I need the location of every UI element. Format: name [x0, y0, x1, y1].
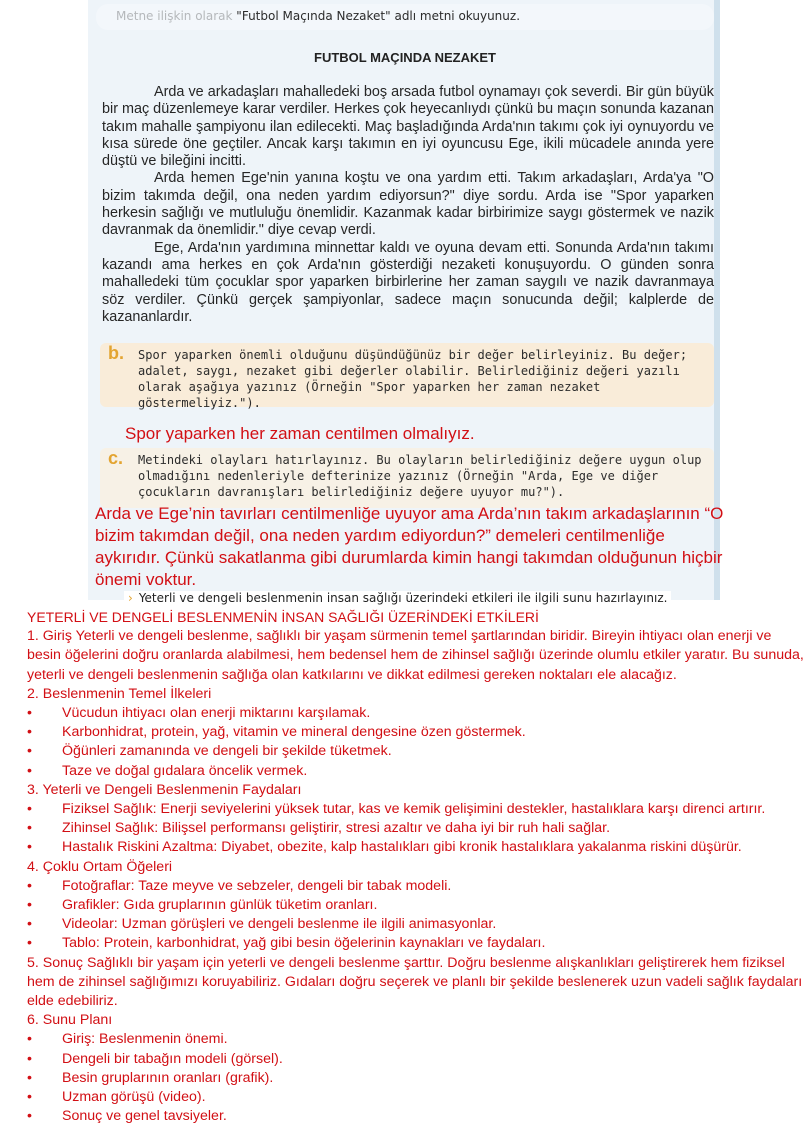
story-title: FUTBOL MAÇINDA NEZAKET [314, 50, 496, 65]
story-paragraph: Ege, Arda'nın yardımına minnettar kaldı ve oyuna devam etti. Sonunda Arda'nın takımı kazandı ama herkes en çok Arda'nın gösterdiği nezaketi konuşuyordu. O günden sonra mahalledeki tüm çocuklar spor yaparken birbirlerine her zaman saygılı ve nazik davranmaya söz verdiler. Çünkü gerçek şampiyonlar, sadece maçın sonucunda değil; kalplerde de kazananlardır. [102, 239, 714, 325]
list-item: • Taze ve doğal gıdalara öncelik vermek. [27, 762, 807, 781]
list-item: • Videolar: Uzman görüşleri ve dengeli beslenme ile ilgili animasyonlar. [27, 915, 807, 934]
story-text [102, 84, 714, 326]
benefits-list [27, 800, 807, 858]
list-item: • Dengeli bir tabağın modeli (görsel). [27, 1050, 807, 1069]
list-item: • Tablo: Protein, karbonhidrat, yağ gibi besin öğelerinin kaynakları ve faydaları. [27, 934, 807, 953]
task-d-bullet-icon: › [128, 591, 133, 605]
instruction-bar [96, 4, 714, 30]
section-intro: 1. Giriş Yeterli ve dengeli beslenme, sağlıklı bir yaşam sürmenin temel şartlarından biridir. Bireyin ihtiyacı olan enerji ve besin öğelerini doğru oranlarda alabilmesi, hem bedensel hem de zihinsel sağlığı üzerinde olumlu etkiler yaratır. Bu sunuda, yeterli ve dengeli beslenmenin sağlığa olan katkılarını ve dikkat edilmesi gereken noktaları ele alacağız. [27, 628, 804, 683]
list-item: • Fiziksel Sağlık: Enerji seviyelerini yüksek tutar, kas ve kemik gelişimini destekler, hastalıklara karşı direnci artırır. [27, 800, 807, 819]
answer-c: Arda ve Ege’nin tavırları centilmenliğe uyuyor ama Arda’nın takım arkadaşlarının “O bizim takımdan değil, ona neden yardım ediyordun?” demeleri centilmenliğe aykırıdır. Çünkü sakatlanma gibi durumlarda kimin hangi takımdan olduğunun hiçbir önemi voktur. [95, 504, 724, 589]
list-item: • Grafikler: Gıda gruplarının günlük tüketim oranları. [27, 896, 807, 915]
list-item: • Karbonhidrat, protein, yağ, vitamin ve mineral dengesine özen göstermek. [27, 723, 807, 742]
instruction-faded-text: Metne ilişkin olarak [116, 9, 233, 23]
list-item: • Öğünleri zamanında ve dengeli bir şekilde tüketmek. [27, 742, 807, 761]
list-item: • Zihinsel Sağlık: Bilişsel performansı geliştirir, stresi azaltır ve daha iyi bir ruh hali sağlar. [27, 819, 807, 838]
section-conclusion: 5. Sonuç Sağlıklı bir yaşam için yeterli ve dengeli beslenme şarttır. Doğru beslenme alışkanlıkları geliştirerek hem fiziksel hem de zihinsel sağlığımızı koruyabiliriz. Gıdaları doğru seçerek ve planlı bir şekilde beslenerek uzun vadeli sağlık faydaları elde edebiliriz. [27, 954, 803, 1010]
task-c-text: Metindeki olayları hatırlayınız. Bu olayların belirlediğiniz değere uygun olup olmadığını nedenleriyle defterinize yazınız (Örneğin "Arda, Ege ve diğer çocukların davranışları belirlediğiniz değere uyuyor mu?"). [138, 453, 702, 499]
list-item: • Giriş: Beslenmenin önemi. [27, 1030, 807, 1049]
list-item: • Sonuç ve genel tavsiyeler. [27, 1107, 807, 1126]
principles-list [27, 704, 807, 781]
list-item: • Besin gruplarının oranları (grafik). [27, 1069, 807, 1088]
section-benefits-title: 3. Yeterli ve Dengeli Beslenmenin Faydaları [27, 781, 302, 798]
presentation [27, 608, 807, 1126]
task-b-text: Spor yaparken önemli olduğunu düşündüğünüz bir değer belirleyiniz. Bu değer; adalet, saygı, nezaket gibi değerler olabilir. Belirlediğiniz değeri yazılı olarak aşağıya yazınız (Örneğin "Spor yaparken her zaman nezaket göstermeliyiz."). [138, 348, 688, 410]
list-item: • Hastalık Riskini Azaltma: Diyabet, obezite, kalp hastalıkları gibi kronik hastalıklara yakalanma riskini düşürür. [27, 838, 807, 857]
presentation-title: YETERLİ VE DENGELİ BESLENMENİN İNSAN SAĞLIĞI ÜZERİNDEKİ ETKİLERİ [27, 609, 539, 625]
section-multimedia-title: 4. Çoklu Ortam Öğeleri [27, 858, 173, 875]
list-item: • Fotoğraflar: Taze meyve ve sebzeler, dengeli bir tabak modeli. [27, 877, 807, 896]
instruction-text: "Futbol Maçında Nezaket" adlı metni okuyunuz. [236, 9, 521, 23]
answer-b: Spor yaparken her zaman centilmen olmalıyız. [125, 424, 475, 443]
story-paragraph: Arda hemen Ege'nin yanına koştu ve ona yardım etti. Takım arkadaşları, Arda'ya "O bizim takımda değil, ona neden yardım ediyorsun?" diye sordu. Arda ise "Spor yaparken herkesin sağlığı ve mutluluğu önemlidir. Kazanmak kadar birbirimize saygı göstermek ve nazik davranmak da önemlidir." diye cevap verdi. [102, 170, 714, 239]
list-item: • Uzman görüşü (video). [27, 1088, 807, 1107]
section-plan-title: 6. Sunu Planı [27, 1012, 113, 1029]
task-c-box [100, 448, 714, 508]
task-c-letter: c. [108, 448, 124, 468]
section-principles-title: 2. Beslenmenin Temel İlkeleri [27, 685, 212, 702]
task-d [124, 591, 671, 605]
list-item: • Vücudun ihtiyacı olan enerji miktarını karşılamak. [27, 704, 807, 723]
multimedia-list [27, 877, 807, 954]
task-b-letter: b. [108, 343, 124, 363]
task-d-text: Yeterli ve dengeli beslenmenin insan sağlığı üzerindeki etkileri ile ilgili sunu hazırlayınız. [138, 591, 668, 605]
story-paragraph: Arda ve arkadaşları mahalledeki boş arsada futbol oynamayı çok severdi. Bir gün büyük bir maç düzenlemeye karar verdiler. Herkes çok heyecanlıydı çünkü bu maçın sonunda kazanan takım mahalle şampiyonu ilan edilecekti. Maç başladığında Arda'nın takımı çok iyi oynuyordu ve kısa sürede öne geçtiler. Ancak karşı takımın en iyi oyuncusu Ege, ikili mücadele anında yere düştü ve bileğini incitti. [102, 84, 714, 170]
task-b-box [100, 343, 714, 410]
plan-list [27, 1030, 807, 1126]
